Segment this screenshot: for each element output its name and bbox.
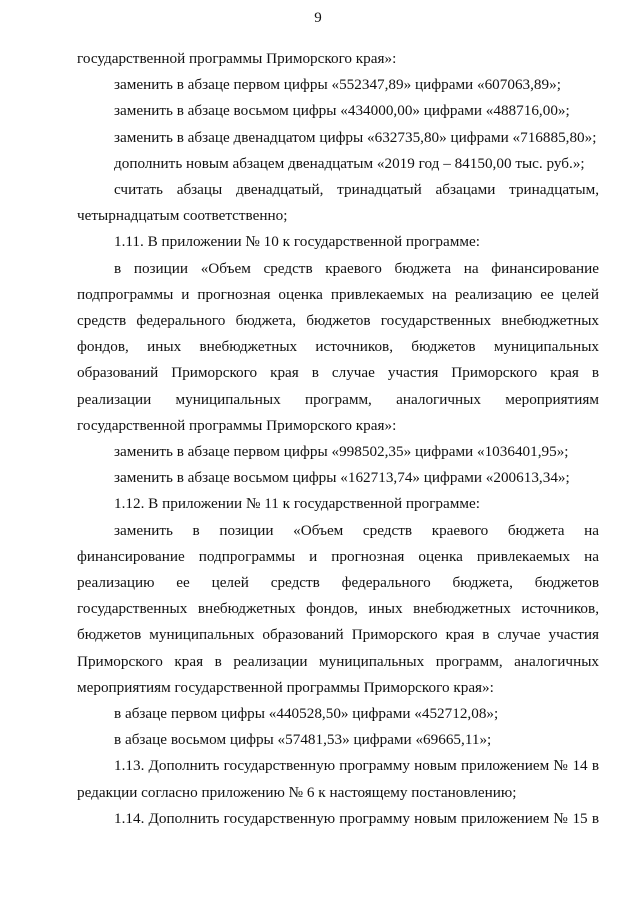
paragraph-16: 1.14. Дополнить государственную программу новым приложением № 15 в bbox=[114, 809, 599, 827]
paragraph-7: 1.11. В приложении № 10 к государственной программе: bbox=[114, 233, 480, 251]
paragraph-5: дополнить новым абзацем двенадцатым «2019 год – 84150,00 тыс. руб.»; bbox=[114, 154, 585, 172]
paragraph-9: заменить в абзаце первом цифры «998502,35» цифрами «1036401,95»; bbox=[114, 443, 569, 461]
paragraph-15: 1.13. Дополнить государственную программу новым приложением № 14 в редакции согласно приложению № 6 к настоящему постановлению; bbox=[77, 757, 599, 801]
paragraph-10: заменить в абзаце восьмом цифры «162713,74» цифрами «200613,34»; bbox=[114, 469, 570, 487]
paragraph-6: считать абзацы двенадцатый, тринадцатый абзацами тринадцатым, четырнадцатым соответственно; bbox=[77, 181, 599, 225]
paragraph-13: в абзаце первом цифры «440528,50» цифрами «452712,08»; bbox=[114, 705, 499, 723]
paragraph-1: государственной программы Приморского края»: bbox=[77, 50, 397, 67]
paragraph-3: заменить в абзаце восьмом цифры «434000,00» цифрами «488716,00»; bbox=[114, 102, 570, 120]
page-number: 9 bbox=[314, 10, 322, 26]
paragraph-8: в позиции «Объем средств краевого бюджета на финансирование подпрограммы и прогнозная оценка привлекаемых на реализацию ее целей средств федерального бюджета, бюджетов государственных внебюджетных фондов, иных внебюджетных источников, бюджетов муниципальных образований Приморского края в случае участия Приморского края в реализации муниципальных программ, аналогичных мероприятиям государственной программы Приморского края»: bbox=[77, 259, 599, 434]
document-body bbox=[77, 46, 599, 832]
paragraph-4: заменить в абзаце двенадцатом цифры «632735,80» цифрами «716885,80»; bbox=[114, 128, 597, 146]
paragraph-2: заменить в абзаце первом цифры «552347,89» цифрами «607063,89»; bbox=[114, 76, 561, 94]
paragraph-11: 1.12. В приложении № 11 к государственной программе: bbox=[114, 495, 480, 513]
paragraph-12: заменить в позиции «Объем средств краевого бюджета на финансирование подпрограммы и прогнозная оценка привлекаемых на реализацию ее целей средств федерального бюджета, бюджетов государственных внебюджетных фондов, иных внебюджетных источников, бюджетов муниципальных образований Приморского края в случае участия Приморского края в реализации муниципальных программ, аналогичных мероприятиям государственной программы Приморского края»: bbox=[77, 521, 599, 696]
paragraph-14: в абзаце восьмом цифры «57481,53» цифрами «69665,11»; bbox=[114, 731, 492, 749]
